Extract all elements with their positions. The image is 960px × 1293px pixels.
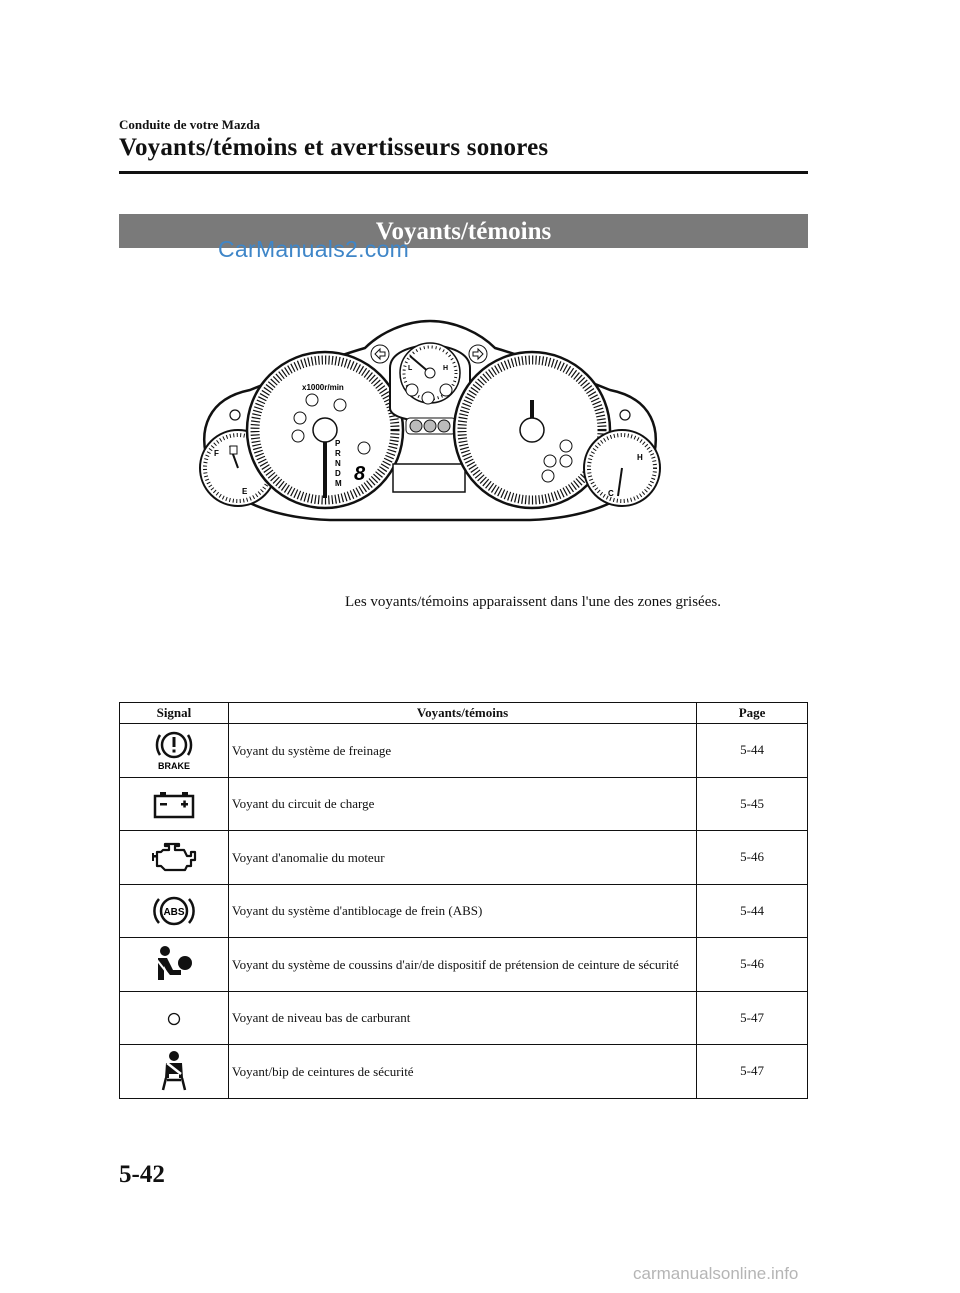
table-row — [120, 991, 808, 1045]
row-page: 5-44 — [697, 884, 808, 938]
speedo-warning-light — [544, 455, 556, 467]
tach-warning-light — [358, 442, 370, 454]
battery-charge-icon — [152, 789, 196, 819]
warning-lights-table — [119, 702, 808, 1099]
tach-warning-light — [306, 394, 318, 406]
header-name: Voyants/témoins — [228, 703, 696, 724]
page-number: 5-42 — [119, 1161, 165, 1188]
odometer-display — [393, 464, 465, 492]
table-row — [120, 884, 808, 938]
row-name: Voyant du système de coussins d'air/de dispositif de prétension de ceinture de sécurité — [228, 938, 696, 992]
tach-unit-label: x1000r/min — [302, 383, 344, 392]
gear-n: N — [335, 459, 341, 468]
brake-warning-icon — [152, 729, 196, 771]
row-page: 5-45 — [697, 777, 808, 831]
oil-high-label: H — [443, 365, 449, 372]
oil-pod-light — [422, 392, 434, 404]
row-page: 5-47 — [697, 991, 808, 1045]
abs-icon-text: ABS — [163, 906, 185, 918]
center-warning-light — [438, 420, 450, 432]
table-row — [120, 831, 808, 885]
temp-cold-label: C — [608, 489, 614, 498]
temp-high-label: H — [637, 453, 643, 462]
header-page: Page — [697, 703, 808, 724]
seatbelt-reminder-icon — [157, 1050, 191, 1092]
check-engine-icon — [151, 842, 197, 872]
speedometer — [454, 352, 610, 508]
cluster-indicator-right — [620, 410, 630, 420]
fuel-empty-label: E — [242, 487, 248, 496]
row-name: Voyant de niveau bas de carburant — [228, 991, 696, 1045]
oil-low-label: L — [408, 365, 413, 372]
row-page: 5-47 — [697, 1045, 808, 1099]
watermark-bottom[interactable]: carmanualsonline.info — [633, 1264, 799, 1283]
tach-warning-light — [334, 399, 346, 411]
row-name: Voyant du système d'antiblocage de frein (ABS) — [228, 884, 696, 938]
table-row — [120, 724, 808, 778]
abs-warning-icon — [151, 891, 197, 931]
airbag-pretensioner-icon — [153, 944, 195, 984]
gear-p: P — [335, 439, 341, 448]
row-name: Voyant/bip de ceintures de sécurité — [228, 1045, 696, 1099]
gear-m: M — [335, 479, 342, 488]
header-signal: Signal — [120, 703, 229, 724]
instrument-cluster-illustration — [190, 318, 670, 526]
brake-icon-text: BRAKE — [157, 761, 190, 772]
gear-d: D — [335, 469, 341, 478]
cluster-indicator-left — [230, 410, 240, 420]
speedo-warning-light — [542, 470, 554, 482]
chapter-title: Voyants/témoins et avertisseurs sonores — [119, 134, 549, 161]
tach-warning-light — [294, 412, 306, 424]
gear-r: R — [335, 449, 341, 458]
table-row — [120, 1045, 808, 1099]
tach-warning-light — [292, 430, 304, 442]
row-page: 5-46 — [697, 938, 808, 992]
title-rule — [119, 171, 808, 174]
watermark-top[interactable]: CarManuals2.com — [218, 236, 410, 262]
center-warning-light — [424, 420, 436, 432]
table-row — [120, 938, 808, 992]
table-row — [120, 777, 808, 831]
row-page: 5-44 — [697, 724, 808, 778]
section-label: Conduite de votre Mazda — [119, 117, 260, 132]
fuel-full-label: F — [214, 449, 219, 458]
row-name: Voyant du système de freinage — [228, 724, 696, 778]
oil-pod-light — [440, 384, 452, 396]
cluster-caption: Les voyants/témoins apparaissent dans l'une des zones grisées. — [345, 594, 721, 610]
row-name: Voyant d'anomalie du moteur — [228, 831, 696, 885]
section-banner: Voyants/témoins — [119, 214, 808, 248]
row-name: Voyant du circuit de charge — [228, 777, 696, 831]
gear-digit: 8 — [354, 463, 366, 485]
center-warning-light — [410, 420, 422, 432]
speedo-warning-light — [560, 455, 572, 467]
table-header-row — [120, 703, 808, 724]
speedo-warning-light — [560, 440, 572, 452]
row-page: 5-46 — [697, 831, 808, 885]
temperature-gauge — [584, 430, 660, 506]
low-fuel-circle-icon — [167, 1012, 181, 1026]
oil-pod-light — [406, 384, 418, 396]
tachometer — [247, 352, 403, 508]
